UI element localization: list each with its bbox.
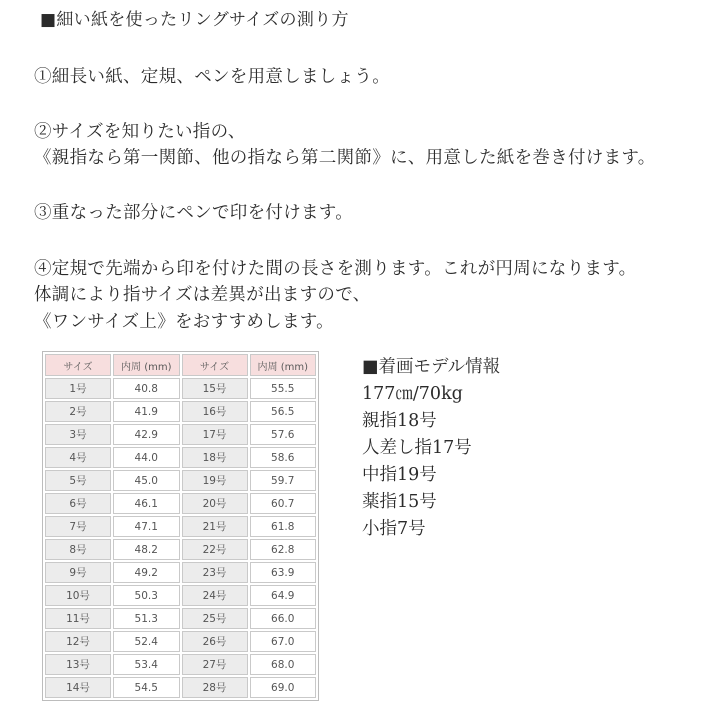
circumference-cell: 66.0 (250, 608, 317, 629)
circumference-cell: 63.9 (250, 562, 317, 583)
size-cell: 20号 (182, 493, 248, 514)
size-cell: 3号 (45, 424, 111, 445)
size-cell: 25号 (182, 608, 248, 629)
size-cell: 1号 (45, 378, 111, 399)
size-cell: 15号 (182, 378, 248, 399)
circumference-cell: 60.7 (250, 493, 317, 514)
size-cell: 26号 (182, 631, 248, 652)
size-cell: 14号 (45, 677, 111, 698)
size-cell: 10号 (45, 585, 111, 606)
model-ring-finger: 薬指15号 (362, 492, 437, 512)
model-index-finger: 人差し指17号 (362, 438, 472, 458)
circumference-cell: 61.8 (250, 516, 317, 537)
model-thumb: 親指18号 (362, 411, 437, 431)
model-little-finger: 小指7号 (362, 519, 426, 539)
model-height-weight: 177㎝/70kg (362, 384, 463, 404)
table-row (45, 493, 316, 514)
size-cell: 18号 (182, 447, 248, 468)
size-cell: 12号 (45, 631, 111, 652)
size-cell: 17号 (182, 424, 248, 445)
size-cell: 13号 (45, 654, 111, 675)
table-header-row (45, 354, 316, 376)
page-title: ■細い紙を使ったリングサイズの測り方 (40, 10, 349, 30)
step-4: ④定規で先端から印を付けた間の長さを測ります。これが円周になります。 (34, 259, 637, 279)
size-cell: 27号 (182, 654, 248, 675)
circumference-cell: 56.5 (250, 401, 317, 422)
table-row (45, 539, 316, 560)
circumference-cell: 51.3 (113, 608, 180, 629)
size-cell: 28号 (182, 677, 248, 698)
table-row (45, 470, 316, 491)
circumference-cell: 69.0 (250, 677, 317, 698)
circumference-cell: 45.0 (113, 470, 180, 491)
header-size-2: サイズ (182, 354, 248, 376)
circumference-cell: 62.8 (250, 539, 317, 560)
circumference-cell: 68.0 (250, 654, 317, 675)
size-cell: 4号 (45, 447, 111, 468)
model-info-heading: ■着画モデル情報 (362, 357, 501, 377)
circumference-cell: 58.6 (250, 447, 317, 468)
circumference-cell: 67.0 (250, 631, 317, 652)
size-cell: 8号 (45, 539, 111, 560)
header-size-1: サイズ (45, 354, 111, 376)
table-row (45, 631, 316, 652)
size-cell: 16号 (182, 401, 248, 422)
circumference-cell: 41.9 (113, 401, 180, 422)
circumference-cell: 57.6 (250, 424, 317, 445)
circumference-cell: 40.8 (113, 378, 180, 399)
model-info (362, 354, 500, 543)
circumference-cell: 52.4 (113, 631, 180, 652)
table-row (45, 608, 316, 629)
step-2-detail: 《親指なら第一関節、他の指なら第二関節》に、用意した紙を巻き付けます。 (34, 148, 656, 168)
step-2: ②サイズを知りたい指の、 (34, 122, 246, 142)
size-cell: 23号 (182, 562, 248, 583)
table-row (45, 447, 316, 468)
table-row (45, 424, 316, 445)
model-middle-finger: 中指19号 (362, 465, 437, 485)
circumference-cell: 50.3 (113, 585, 180, 606)
table-row (45, 378, 316, 399)
circumference-cell: 59.7 (250, 470, 317, 491)
recommendation-line: 《ワンサイズ上》をおすすめします。 (34, 312, 334, 332)
table-row (45, 585, 316, 606)
size-cell: 24号 (182, 585, 248, 606)
circumference-cell: 44.0 (113, 447, 180, 468)
circumference-cell: 55.5 (250, 378, 317, 399)
circumference-cell: 47.1 (113, 516, 180, 537)
circumference-cell: 53.4 (113, 654, 180, 675)
size-cell: 21号 (182, 516, 248, 537)
size-cell: 6号 (45, 493, 111, 514)
size-cell: 2号 (45, 401, 111, 422)
table-row (45, 677, 316, 698)
header-circumference-1: 内周 (mm) (113, 354, 180, 376)
header-circumference-2: 内周 (mm) (250, 354, 317, 376)
note-line: 体調により指サイズは差異が出ますので、 (34, 285, 371, 305)
circumference-cell: 54.5 (113, 677, 180, 698)
size-cell: 22号 (182, 539, 248, 560)
ring-size-table (42, 351, 319, 701)
size-cell: 19号 (182, 470, 248, 491)
size-cell: 11号 (45, 608, 111, 629)
table-row (45, 654, 316, 675)
circumference-cell: 49.2 (113, 562, 180, 583)
step-1: ①細長い紙、定規、ペンを用意しましょう。 (34, 67, 390, 87)
size-cell: 5号 (45, 470, 111, 491)
size-cell: 9号 (45, 562, 111, 583)
table-row (45, 401, 316, 422)
circumference-cell: 42.9 (113, 424, 180, 445)
circumference-cell: 64.9 (250, 585, 317, 606)
size-cell: 7号 (45, 516, 111, 537)
table-row (45, 516, 316, 537)
table-row (45, 562, 316, 583)
circumference-cell: 48.2 (113, 539, 180, 560)
circumference-cell: 46.1 (113, 493, 180, 514)
step-3: ③重なった部分にペンで印を付けます。 (34, 203, 353, 223)
